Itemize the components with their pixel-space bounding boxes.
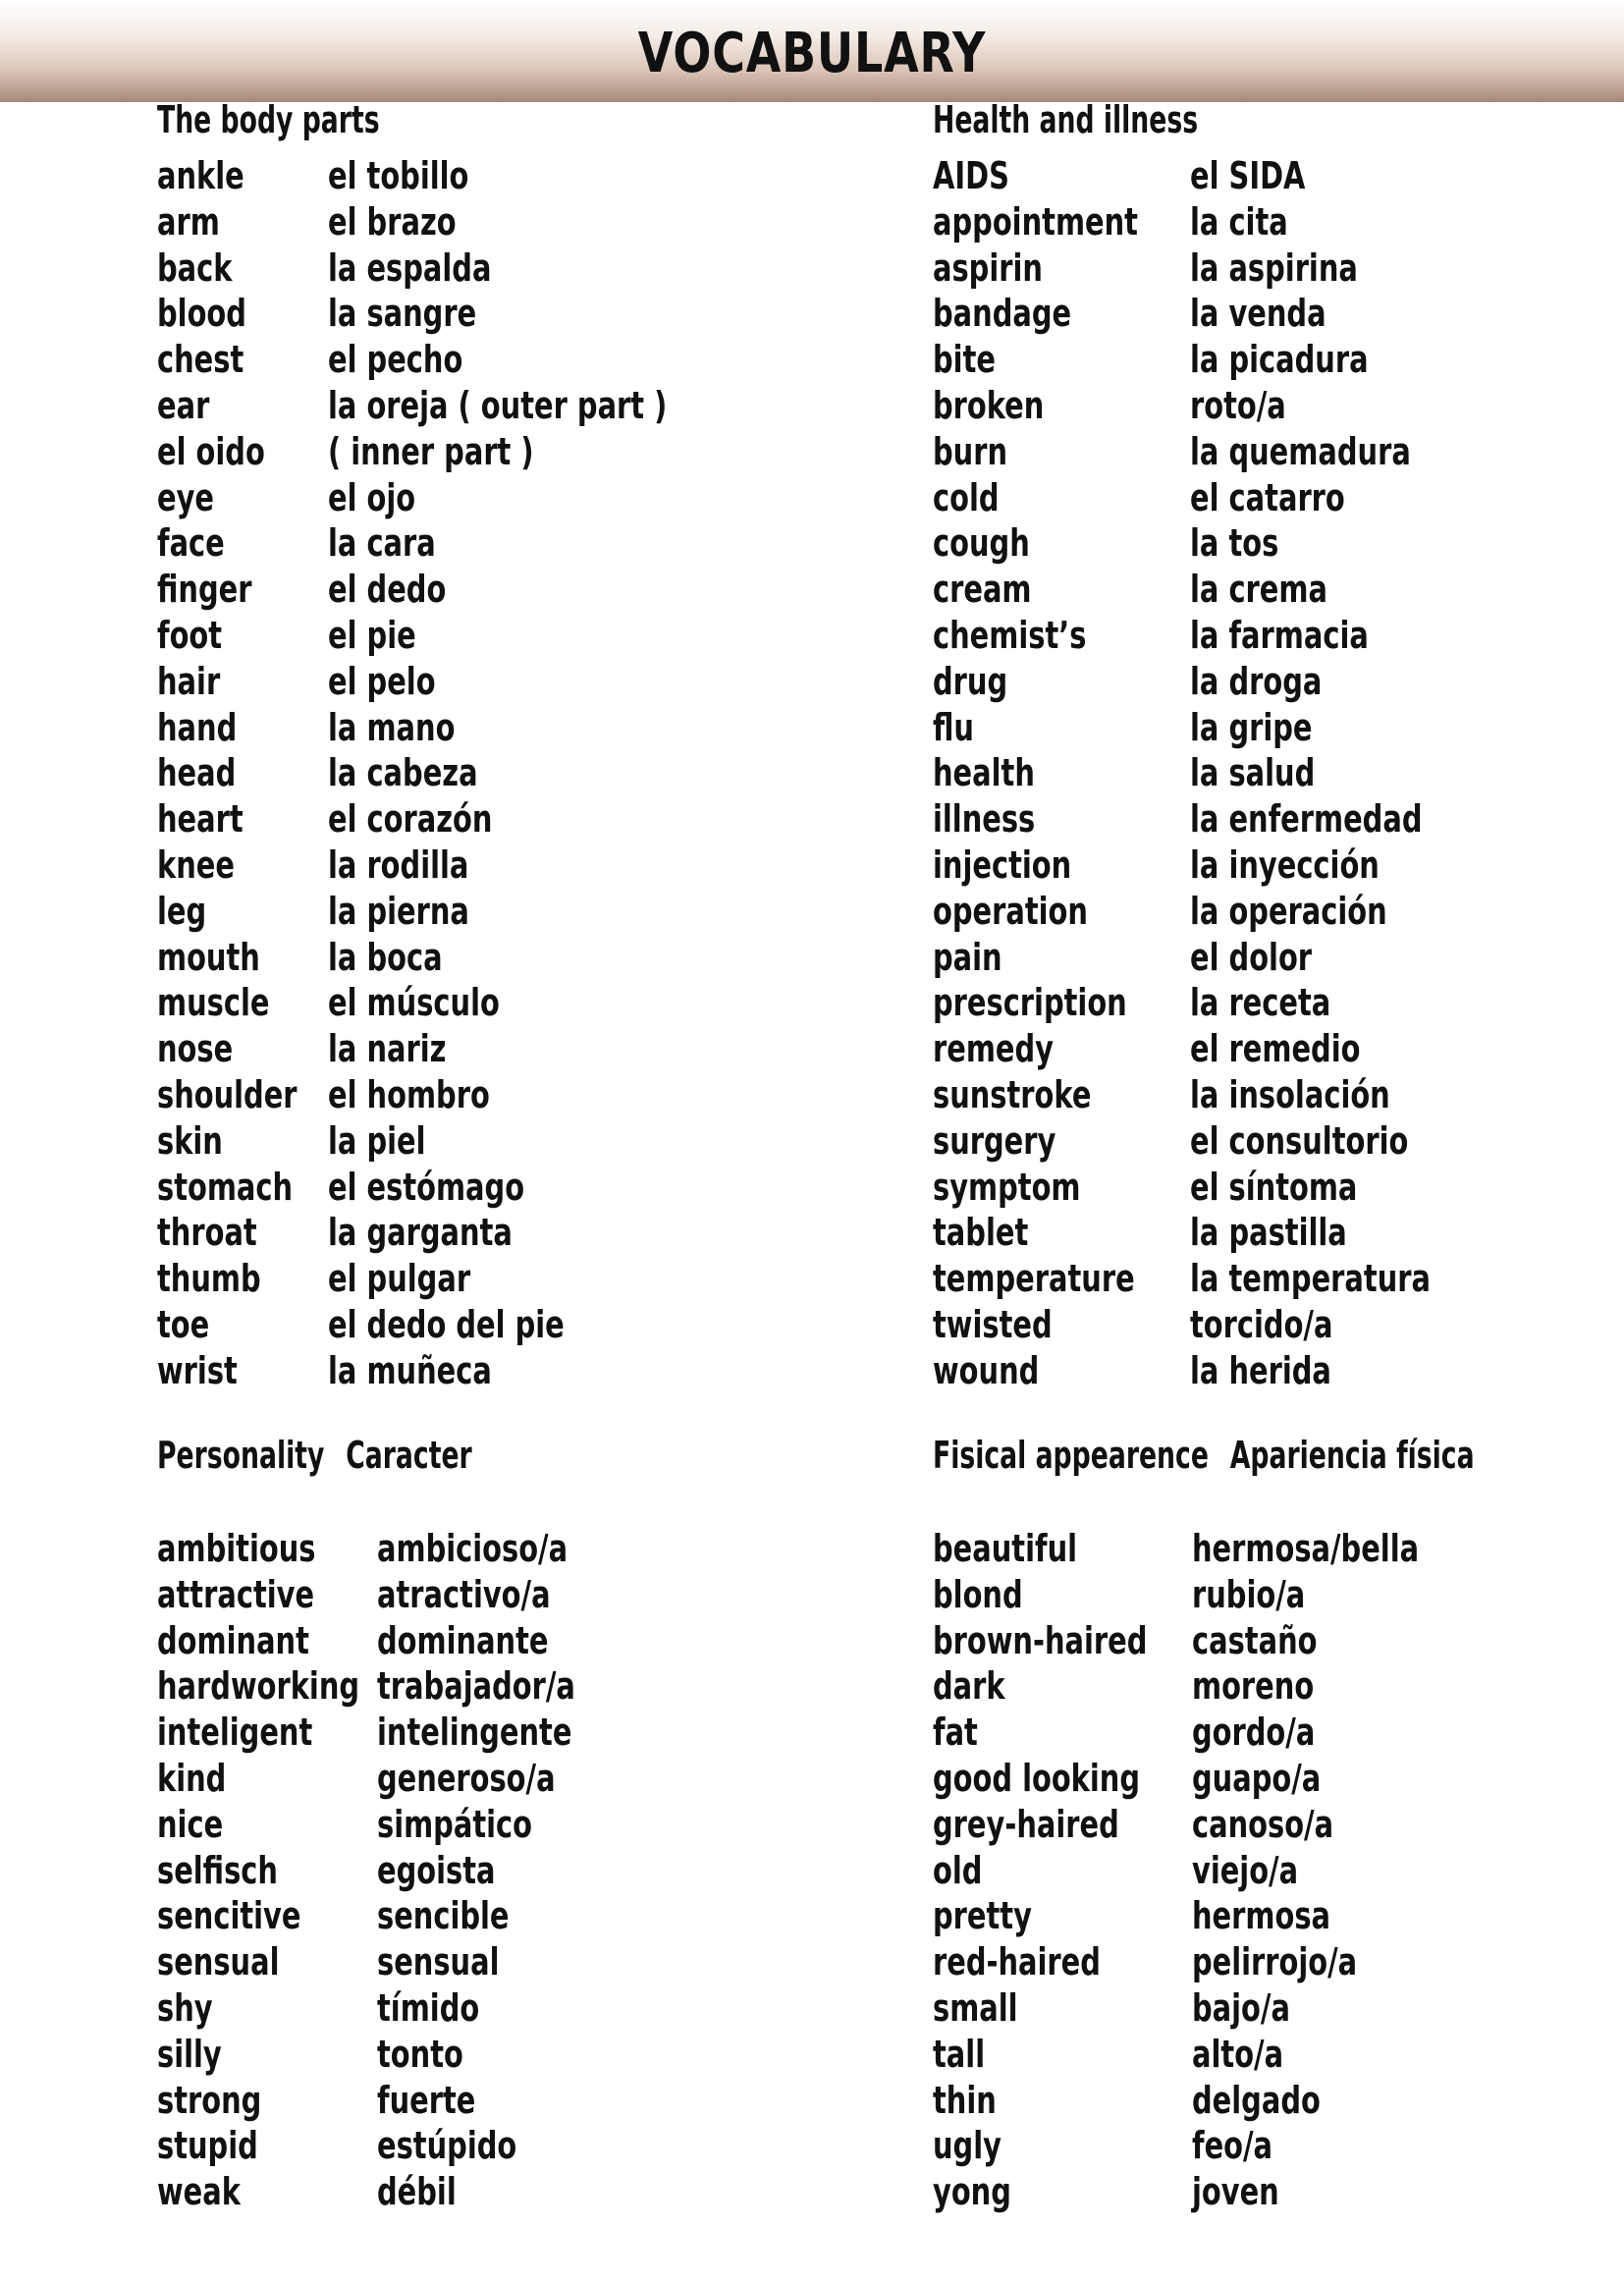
spanish-translation: simpático: [377, 1802, 533, 1846]
english-term: fat: [933, 1711, 978, 1755]
section-title-text: Fisical appearence: [933, 1434, 1209, 1477]
english-term: sencitive: [157, 1894, 301, 1938]
english-term: shoulder: [157, 1072, 298, 1116]
english-term: stomach: [157, 1165, 294, 1209]
section-body-parts: [157, 98, 844, 1404]
english-term: back: [157, 245, 233, 290]
english-term: knee: [157, 842, 235, 887]
section-title-text: Personality: [157, 1434, 325, 1477]
spanish-translation: feo/a: [1192, 2124, 1273, 2168]
spanish-translation: la herida: [1190, 1348, 1331, 1392]
spanish-translation: la pierna: [328, 889, 469, 933]
english-term: brown-haired: [933, 1618, 1148, 1662]
english-term: dominant: [157, 1618, 309, 1662]
spanish-translation: gordo/a: [1192, 1711, 1316, 1755]
spanish-translation: la operación: [1190, 889, 1387, 933]
english-term: blond: [933, 1572, 1023, 1616]
english-term: muscle: [157, 981, 270, 1025]
english-term: silly: [157, 2032, 222, 2076]
english-term: broken: [933, 383, 1045, 427]
spanish-translation: la droga: [1190, 659, 1323, 703]
spanish-translation: débil: [377, 2170, 457, 2214]
section-title-text: Health and illness: [933, 98, 1199, 141]
english-term: attractive: [157, 1572, 315, 1616]
english-term: sunstroke: [933, 1072, 1092, 1116]
english-term: health: [933, 751, 1035, 795]
english-term: aspirin: [933, 245, 1043, 290]
english-term: el oido: [157, 429, 265, 473]
english-term: symptom: [933, 1165, 1081, 1209]
spanish-translation: el pie: [328, 613, 416, 657]
spanish-translation: la venda: [1190, 292, 1326, 336]
english-term: foot: [157, 613, 223, 657]
spanish-translation: el dolor: [1190, 935, 1313, 979]
spanish-translation: castaño: [1192, 1618, 1318, 1662]
spanish-translation: torcido/a: [1190, 1302, 1333, 1346]
spanish-translation: la picadura: [1190, 338, 1369, 382]
spanish-translation: el SIDA: [1190, 154, 1306, 197]
english-term: thumb: [157, 1257, 261, 1301]
spanish-translation: estúpido: [377, 2124, 517, 2168]
spanish-translation: fuerte: [377, 2078, 476, 2122]
spanish-translation: la rodilla: [328, 842, 469, 887]
english-term: burn: [933, 429, 1008, 473]
english-term: yong: [933, 2170, 1011, 2214]
english-term: temperature: [933, 1257, 1135, 1301]
spanish-translation: el dedo del pie: [328, 1302, 565, 1346]
english-term: beautiful: [933, 1527, 1078, 1570]
english-term: blood: [157, 292, 246, 336]
english-term: ambitious: [157, 1527, 316, 1570]
spanish-translation: el pelo: [328, 659, 436, 703]
english-term: head: [157, 751, 237, 795]
section-subtitle: Caracter: [346, 1434, 472, 1477]
english-term: old: [933, 1848, 983, 1892]
english-term: mouth: [157, 935, 260, 979]
english-term: nose: [157, 1027, 234, 1071]
spanish-translation: la receta: [1190, 981, 1331, 1025]
spanish-translation: tímido: [377, 1985, 480, 2030]
spanish-translation: el catarro: [1190, 475, 1345, 519]
spanish-translation: la piel: [328, 1118, 426, 1163]
spanish-translation: la cabeza: [328, 751, 478, 795]
spanish-translation: tonto: [377, 2032, 463, 2076]
english-term: stupid: [157, 2124, 258, 2168]
english-term: shy: [157, 1985, 213, 2030]
spanish-translation: sensual: [377, 1940, 500, 1984]
spanish-translation: moreno: [1192, 1664, 1315, 1709]
english-term: heart: [157, 797, 244, 842]
spanish-translation: ( inner part ): [328, 429, 534, 473]
spanish-translation: el consultorio: [1190, 1118, 1409, 1163]
english-term: cold: [933, 475, 1000, 519]
spanish-translation: joven: [1192, 2170, 1279, 2214]
spanish-translation: el corazón: [328, 797, 493, 842]
english-term: hand: [157, 705, 238, 749]
english-term: drug: [933, 659, 1008, 703]
english-term: pretty: [933, 1894, 1032, 1938]
spanish-translation: la nariz: [328, 1027, 447, 1071]
english-term: dark: [933, 1664, 1005, 1709]
english-term: illness: [933, 797, 1036, 842]
english-term: grey-haired: [933, 1802, 1119, 1846]
english-term: AIDS: [933, 154, 1009, 197]
spanish-translation: generoso/a: [377, 1756, 556, 1800]
spanish-translation: la mano: [328, 705, 456, 749]
english-term: small: [933, 1985, 1018, 2030]
english-term: tablet: [933, 1211, 1029, 1255]
english-term: face: [157, 521, 225, 566]
spanish-translation: alto/a: [1192, 2032, 1284, 2076]
spanish-translation: el remedio: [1190, 1027, 1361, 1071]
english-term: flu: [933, 705, 974, 749]
spanish-translation: el brazo: [328, 199, 457, 244]
english-term: skin: [157, 1118, 223, 1163]
english-term: sensual: [157, 1940, 280, 1984]
section-personality: [157, 1434, 844, 2229]
page-title: VOCABULARY: [637, 22, 987, 85]
english-term: twisted: [933, 1302, 1053, 1346]
spanish-translation: la salud: [1190, 751, 1316, 795]
english-term: ear: [157, 383, 210, 427]
spanish-translation: roto/a: [1190, 383, 1286, 427]
spanish-translation: bajo/a: [1192, 1985, 1290, 2030]
english-term: cough: [933, 521, 1030, 566]
english-term: remedy: [933, 1027, 1055, 1071]
spanish-translation: la enfermedad: [1190, 797, 1423, 842]
spanish-translation: el tobillo: [328, 154, 469, 197]
spanish-translation: el pecho: [328, 338, 463, 382]
english-term: kind: [157, 1756, 227, 1800]
spanish-translation: la aspirina: [1190, 245, 1358, 290]
spanish-translation: la quemadura: [1190, 429, 1411, 473]
english-term: strong: [157, 2078, 262, 2122]
section-title: [933, 1434, 1475, 1477]
spanish-translation: la boca: [328, 935, 443, 979]
spanish-translation: egoista: [377, 1848, 496, 1892]
spanish-translation: el dedo: [328, 568, 447, 612]
spanish-translation: delgado: [1192, 2078, 1321, 2122]
spanish-translation: hermosa: [1192, 1894, 1331, 1938]
english-term: toe: [157, 1302, 210, 1346]
english-term: appointment: [933, 199, 1138, 244]
english-term: wound: [933, 1348, 1040, 1392]
english-term: throat: [157, 1211, 257, 1255]
english-term: thin: [933, 2078, 997, 2122]
english-term: leg: [157, 889, 207, 933]
english-term: ankle: [157, 154, 244, 197]
english-term: chest: [157, 338, 244, 382]
spanish-translation: la inyección: [1190, 842, 1380, 887]
english-term: finger: [157, 568, 252, 612]
spanish-translation: la temperatura: [1190, 1257, 1432, 1301]
english-term: pain: [933, 935, 1002, 979]
english-term: cream: [933, 568, 1032, 612]
english-term: injection: [933, 842, 1072, 887]
spanish-translation: rubio/a: [1192, 1572, 1306, 1616]
english-term: nice: [157, 1802, 224, 1846]
section-title: [157, 98, 380, 141]
english-term: arm: [157, 199, 220, 244]
english-term: inteligent: [157, 1711, 313, 1755]
section-physical-appearance: [933, 1434, 1571, 2229]
english-term: red-haired: [933, 1940, 1101, 1984]
english-term: wrist: [157, 1348, 238, 1392]
english-term: ugly: [933, 2124, 1001, 2168]
spanish-translation: la muñeca: [328, 1348, 492, 1392]
english-term: eye: [157, 475, 215, 519]
spanish-translation: sencible: [377, 1894, 510, 1938]
spanish-translation: el estómago: [328, 1165, 525, 1209]
spanish-translation: pelirrojo/a: [1192, 1940, 1358, 1984]
spanish-translation: atractivo/a: [377, 1572, 551, 1616]
spanish-translation: viejo/a: [1192, 1848, 1299, 1892]
spanish-translation: trabajador/a: [377, 1664, 575, 1709]
english-term: hair: [157, 659, 221, 703]
english-term: surgery: [933, 1118, 1056, 1163]
spanish-translation: la pastilla: [1190, 1211, 1347, 1255]
english-term: bite: [933, 338, 996, 382]
spanish-translation: guapo/a: [1192, 1756, 1322, 1800]
spanish-translation: la tos: [1190, 521, 1279, 566]
section-health-illness: [933, 98, 1571, 1404]
spanish-translation: la oreja ( outer part ): [328, 383, 668, 427]
spanish-translation: dominante: [377, 1618, 549, 1662]
spanish-translation: ambicioso/a: [377, 1527, 568, 1570]
spanish-translation: el músculo: [328, 981, 500, 1025]
spanish-translation: el pulgar: [328, 1257, 471, 1301]
english-term: bandage: [933, 292, 1072, 336]
spanish-translation: la cita: [1190, 199, 1288, 244]
section-title: [157, 1434, 472, 1477]
spanish-translation: la insolación: [1190, 1072, 1390, 1116]
english-term: operation: [933, 889, 1088, 933]
spanish-translation: intelingente: [377, 1711, 572, 1755]
spanish-translation: la cara: [328, 521, 436, 566]
english-term: weak: [157, 2170, 241, 2214]
english-term: prescription: [933, 981, 1127, 1025]
spanish-translation: el ojo: [328, 475, 416, 519]
spanish-translation: la espalda: [328, 245, 492, 290]
english-term: selfisch: [157, 1848, 278, 1892]
spanish-translation: el síntoma: [1190, 1165, 1358, 1209]
english-term: hardworking: [157, 1664, 360, 1709]
spanish-translation: la sangre: [328, 292, 477, 336]
english-term: good looking: [933, 1756, 1141, 1800]
spanish-translation: la crema: [1190, 568, 1327, 612]
spanish-translation: la garganta: [328, 1211, 513, 1255]
section-title: [933, 98, 1198, 141]
spanish-translation: el hombro: [328, 1072, 490, 1116]
english-term: chemist’s: [933, 613, 1087, 657]
spanish-translation: canoso/a: [1192, 1802, 1334, 1846]
english-term: tall: [933, 2032, 986, 2076]
section-title-text: The body parts: [157, 98, 380, 141]
spanish-translation: hermosa/bella: [1192, 1527, 1420, 1570]
spanish-translation: la gripe: [1190, 705, 1313, 749]
section-subtitle: Apariencia física: [1229, 1434, 1475, 1477]
spanish-translation: la farmacia: [1190, 613, 1369, 657]
